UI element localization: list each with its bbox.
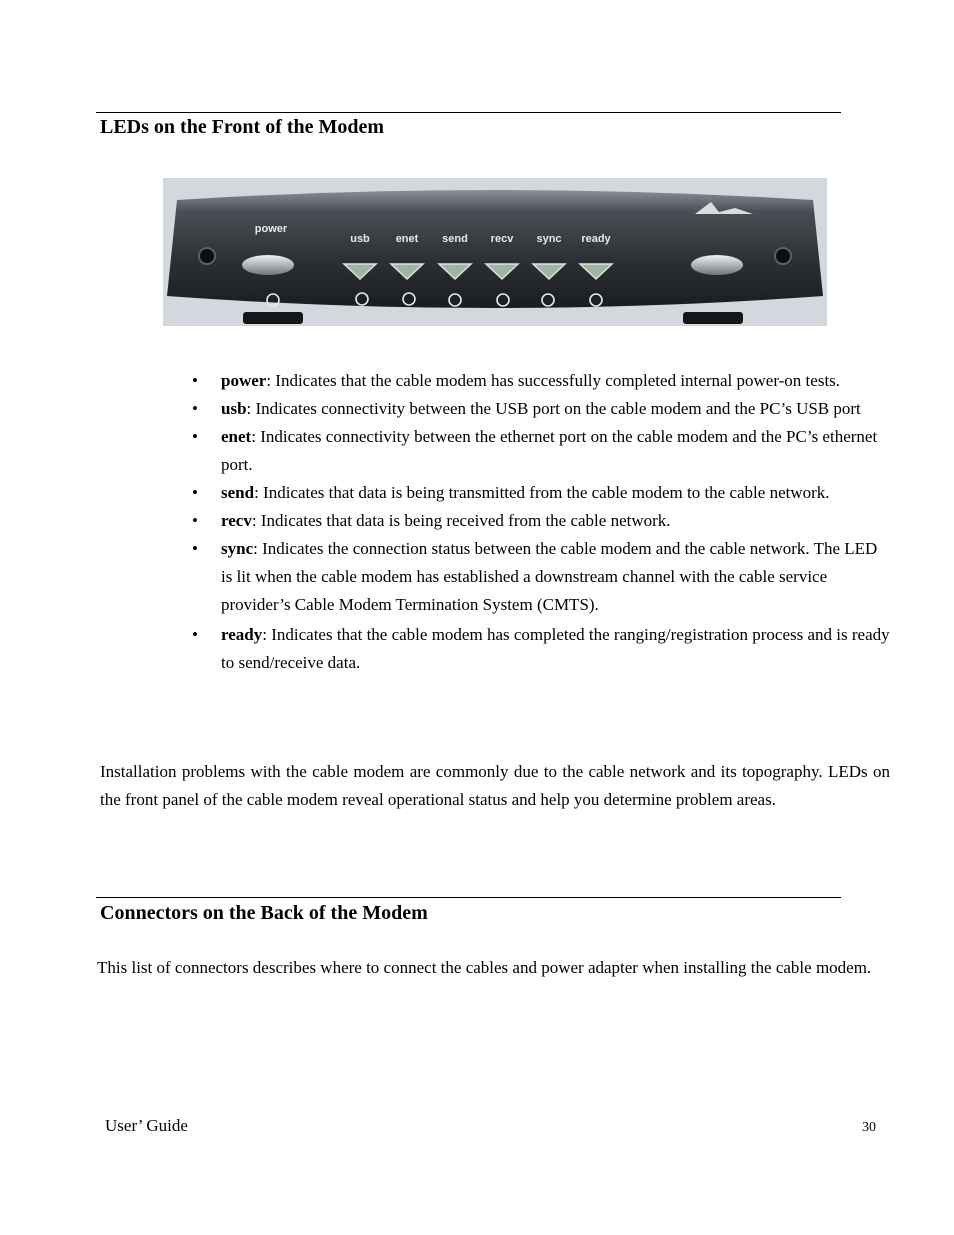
modem-front-photo xyxy=(163,178,827,326)
led-list-item xyxy=(192,395,892,423)
led-label: sync xyxy=(536,233,562,245)
led-list-item xyxy=(192,479,892,507)
led-description: : Indicates that data is being transmitted from the cable modem to the cable network. xyxy=(254,483,830,502)
led-term: enet xyxy=(221,427,252,446)
led-list-item xyxy=(192,535,892,619)
led-label: recv xyxy=(490,233,514,245)
led-term: power xyxy=(221,371,267,390)
section-rule xyxy=(96,897,841,898)
section-heading-leds: LEDs on the Front of the Modem xyxy=(100,116,385,138)
led-term: ready xyxy=(221,625,263,644)
led-term: send xyxy=(221,483,255,502)
led-label: usb xyxy=(350,233,370,245)
led-description: : Indicates that the cable modem has successfully completed internal power-on tests. xyxy=(266,371,841,390)
led-label: power xyxy=(254,223,288,235)
footer-guide-label: User’ Guide xyxy=(105,1116,188,1135)
led-term: sync xyxy=(221,539,254,558)
led-label: ready xyxy=(581,233,611,245)
led-list-item xyxy=(192,423,892,479)
led-label: enet xyxy=(395,233,419,245)
led-description: : Indicates connectivity between the ethernet port on the cable modem and the PC’s ethernet port. xyxy=(221,427,878,474)
led-label: send xyxy=(442,233,468,245)
page-number: 30 xyxy=(862,1120,876,1135)
connectors-paragraph: This list of connectors describes where to connect the cables and power adapter when installing the cable modem. xyxy=(97,958,872,977)
led-description: : Indicates that data is being received from the cable network. xyxy=(251,511,671,530)
led-term: recv xyxy=(221,511,252,530)
led-description: : Indicates that the cable modem has completed the ranging/registration process and is ready to send/receive data. xyxy=(221,625,890,672)
led-term: usb xyxy=(221,399,247,418)
section-heading-connectors: Connectors on the Back of the Modem xyxy=(100,902,428,924)
led-description: : Indicates connectivity between the USB port on the cable modem and the PC’s USB port xyxy=(246,399,861,418)
top-rule xyxy=(96,112,841,113)
led-description: : Indicates the connection status between the cable modem and the cable network. The LED is lit when the cable modem has established a downstream channel with the cable service provider’s Cable Modem Termination System (CMTS). xyxy=(221,539,878,614)
installation-paragraph: Installation problems with the cable modem are commonly due to the cable network and its topography. LEDs on the front panel of the cable modem reveal operational status and help you determine problem areas. xyxy=(100,762,890,809)
led-list-item xyxy=(192,367,892,395)
led-list-item xyxy=(192,621,892,677)
led-list xyxy=(192,367,892,677)
led-list-item xyxy=(192,507,892,535)
